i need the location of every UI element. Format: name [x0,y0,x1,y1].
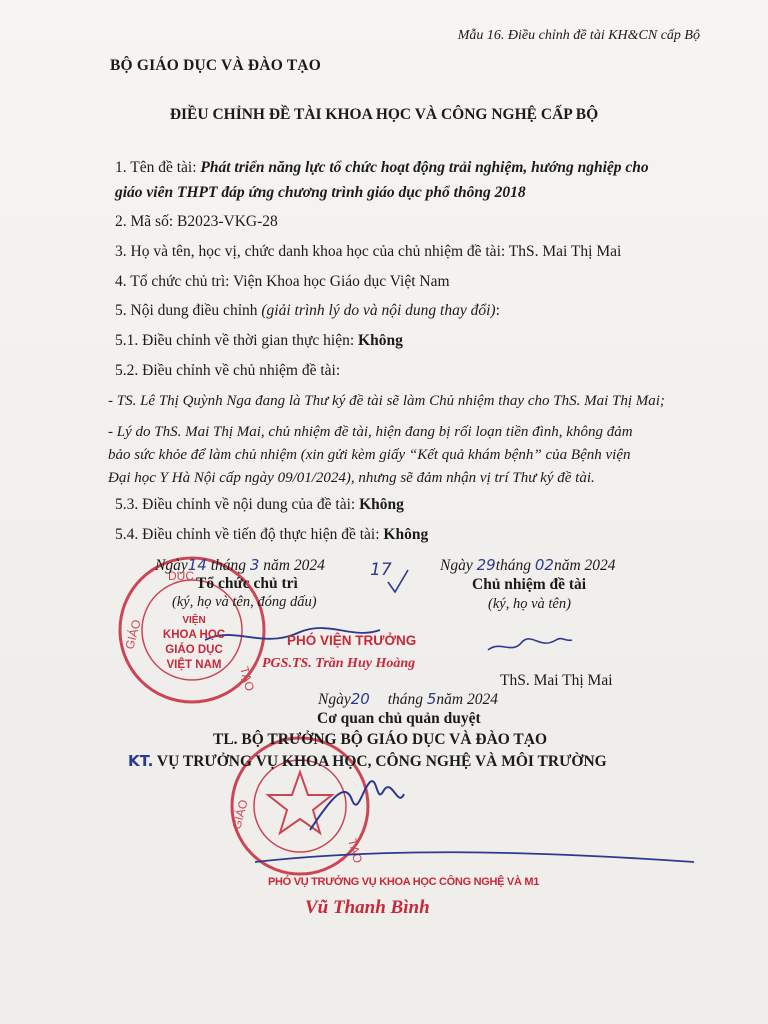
stamp-text-top: VIỆN [182,615,206,626]
right-date-day: 29 [476,556,496,574]
left-date [155,556,325,575]
stamp-ring-right: TẠO [237,665,258,693]
stamp2-ring-left: GIÁO [229,798,251,831]
document-title: ĐIỀU CHỈNH ĐỀ TÀI KHOA HỌC VÀ CÔNG NGHỆ CẤP BỘ [169,106,599,123]
approval-line-1: TL. BỘ TRƯỞNG BỘ GIÁO DỤC VÀ ĐÀO TẠO [213,731,548,748]
right-role: Chủ nhiệm đề tài [472,576,587,593]
approval-agency: Cơ quan chủ quản duyệt [317,710,481,727]
item-1-line2: giáo viên THPT đáp ứng chương trình giáo dục phổ thông 2018 [115,184,526,201]
stamp-text-2: GIÁO DỤC [165,644,223,656]
stamp-text-1: KHOA HỌC [162,629,226,641]
approval-date-day: 20 [350,690,370,708]
left-role: Tổ chức chủ trì [196,575,298,592]
item-2-code: 2. Mã số: B2023-VKG-28 [115,213,278,230]
item-3-leader: 3. Họ và tên, học vị, chức danh khoa học của chủ nhiệm đề tài: ThS. Mai Thị Mai [115,243,622,260]
left-date-month: 3 [249,556,260,574]
right-date-word-day: Ngày [440,557,473,574]
item-5-3-value: Không [359,496,404,513]
item-5-1-value: Không [358,332,403,349]
item-5-label: 5. Nội dung điều chỉnh [115,302,262,319]
approval-signer-name: Vũ Thanh Bình [305,897,430,918]
item-5-2-b3: Đại học Y Hà Nội cấp ngày 09/01/2024), nhưng sẽ đảm nhận vị trí Thư ký đề tài. [108,470,595,486]
item-5-2: 5.2. Điều chỉnh về chủ nhiệm đề tài: [115,362,341,379]
right-date-word-month: tháng [495,557,531,574]
item-5-1-label: 5.1. Điều chỉnh về thời gian thực hiện: [115,332,359,349]
left-date-word-month: tháng [210,557,246,574]
stamp-text [155,613,233,673]
left-signer-title: PHÓ VIỆN TRƯỞNG [287,633,417,648]
right-note: (ký, họ và tên) [488,596,571,612]
left-date-word-day: Ngày [155,557,188,574]
item-1-label: 1. Tên đề tài: [115,159,201,176]
item-5-2-b1: - Lý do ThS. Mai Thị Mai, chủ nhiệm đề tài, hiện đang bị rối loạn tiền đình, không đảm [108,424,633,440]
form-number: Mẫu 16. Điều chỉnh đề tài KH&CN cấp Bộ [457,28,700,43]
ministry-name: BỘ GIÁO DỤC VÀ ĐÀO TẠO [110,57,321,74]
left-date-year: năm 2024 [263,557,325,574]
approval-signer-title: PHÓ VỤ TRƯỞNG VỤ KHOA HỌC CÔNG NGHỆ VÀ M1 [268,876,540,888]
approval-kt-mark: KT. [128,752,154,770]
right-signer-name: ThS. Mai Thị Mai [500,672,613,689]
left-signer-name: PGS.TS. Trần Huy Hoàng [262,656,416,671]
left-note: (ký, họ và tên, đóng dấu) [172,594,317,610]
right-signature [488,639,572,650]
item-5-4-label: 5.4. Điều chỉnh về tiến độ thực hiện đề tài: [115,526,384,543]
stamp-ring-top: DỤC [168,569,194,583]
item-4-host: 4. Tổ chức chủ trì: Viện Khoa học Giáo dục Việt Nam [115,273,450,290]
item-5-3-label: 5.3. Điều chỉnh về nội dung của đề tài: [115,496,360,513]
item-5-colon: : [495,302,500,319]
approval-signature-stroke [255,852,694,862]
item-5-note: (giải trình lý do và nội dung thay đổi) [261,302,496,319]
right-date [440,556,616,575]
item-5-2-a: - TS. Lê Thị Quỳnh Nga đang là Thư ký đề tài sẽ làm Chủ nhiệm thay cho ThS. Mai Thị Mai; [108,393,665,409]
right-date-year: năm 2024 [553,557,616,574]
item-5-2-b2: bảo sức khỏe để làm chủ nhiệm (xin gửi kèm giấy “Kết quả khám bệnh” của Bệnh viện [108,447,631,463]
left-date-day: 14 [187,556,207,574]
approval-date-word-day: Ngày [318,691,351,708]
approval-date-year: năm 2024 [436,691,498,708]
approval-date-word-month: tháng [387,691,423,708]
annotation-number: 17 [370,560,392,580]
approval-date [318,690,498,709]
approval-line-2 [128,752,607,771]
item-1-title: Phát triển năng lực tổ chức hoạt động trải nghiệm, hướng nghiệp cho [200,159,649,176]
stamp2-ring-right: TẠO [345,837,366,865]
right-date-month: 02 [534,556,554,574]
stamp-ring-left: GIÁO [122,618,144,651]
approval-date-month: 5 [426,690,437,708]
approval-signature [310,781,404,830]
item-5-4-value: Không [383,526,429,543]
stamp-text-3: VIỆT NAM [166,659,222,671]
approval-line-2-text: VỤ TRƯỞNG VỤ KHOA HỌC, CÔNG NGHỆ VÀ MÔI TRƯỜNG [156,753,607,770]
